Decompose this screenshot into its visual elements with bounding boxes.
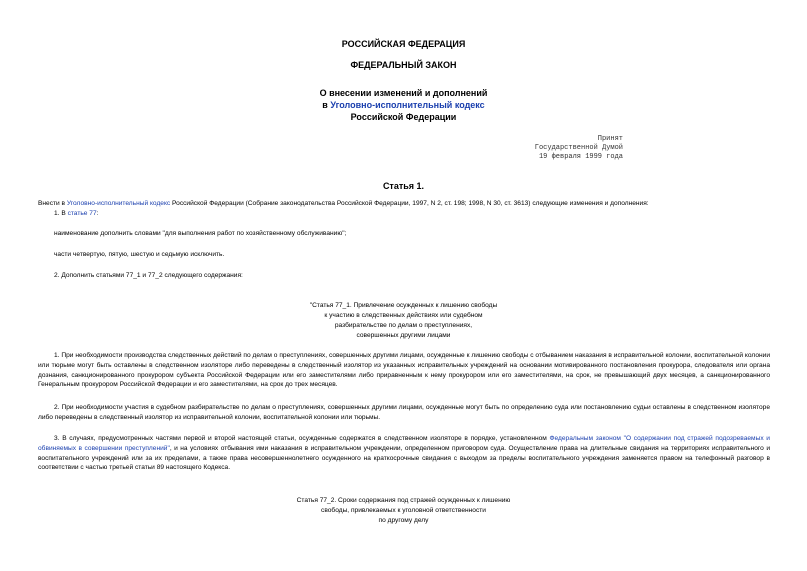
article1-item1-a: наименование дополнить словами "для выполнения работ по хозяйственному обслуживанию";: [54, 230, 347, 237]
art77-1-paragraph2: 2. При необходимости участия в судебном разбирательстве по делам о преступлениях, совершенных другими лицами, осужденные могут быть по определению суда или постановлению судьи оставлены в следственном изоляторе либо переведены в следственный изолятор из исправительной колонии, воспитательной колонии или тюрьмы.: [38, 404, 770, 421]
art77-2-title-line1: Статья 77_2. Сроки содержания под стражей осужденных к лишению: [296, 497, 511, 504]
article77-link[interactable]: статье 77: [67, 210, 97, 217]
art77-1-title-line1: "Статья 77_1. Привлечение осужденных к лишению свободы: [309, 302, 498, 309]
adoption-line3: 19 февраля 1999 года: [538, 153, 623, 161]
article1-item1: [54, 209, 98, 219]
criminal-executive-code-link[interactable]: Уголовно-исполнительный кодекс: [330, 100, 485, 110]
intro-rest: Российской Федерации (Собрание законодательства Российской Федерации, 1997, N 2, ст. 198; 1998, N 30, ст. 3613) следующие изменения и дополнения:: [170, 200, 649, 207]
art77-1-title-line3: разбирательстве по делам о преступлениях,: [334, 322, 473, 329]
law-title-line1: О внесении изменений и дополнений: [319, 88, 488, 98]
article1-item2: 2. Дополнить статьями 77_1 и 77_2 следующего содержания:: [54, 272, 243, 279]
law-title-line3: Российской Федерации: [350, 112, 457, 122]
intro-code-link[interactable]: Уголовно-исполнительный кодекс: [66, 200, 171, 207]
law-title-line2: [0, 99, 807, 111]
federation-heading: РОССИЙСКАЯ ФЕДЕРАЦИЯ: [341, 39, 466, 49]
item1-suffix: :: [96, 210, 99, 217]
article1-item1-b: части четвертую, пятую, шестую и седьмую исключить.: [54, 251, 225, 258]
art77-1-title-line4: совершенных другими лицами: [356, 332, 451, 339]
art77-1-paragraph3: [38, 434, 770, 473]
article1-heading: Статья 1.: [382, 181, 425, 191]
adoption-line1: Принят: [597, 135, 623, 143]
intro-prefix: Внести в: [38, 200, 67, 207]
adoption-line2: Государственной Думой: [534, 144, 623, 152]
art77-2-title-line3: по другому делу: [378, 517, 429, 524]
law-title-prefix: в: [322, 100, 331, 110]
art77-1-title-line2: к участию в следственных действиях или судебном: [324, 312, 483, 319]
art77-2-title-line2: свободы, привлекаемых к уголовной ответственности: [321, 507, 486, 514]
article1-intro: [38, 199, 758, 209]
law-type-heading: ФЕДЕРАЛЬНЫЙ ЗАКОН: [350, 60, 457, 70]
p3-rest: , и на условиях отбывания ими наказания в исправительном учреждении, определенном приговором суда. Осуществление права на длительные свидания на территориях исправительного и воспитательного учреждений или за их пределами, а также права несовершеннолетнего осужденного на краткосрочные свидания с выходом за пределы воспитательного учреждения заменяется правом на телефонный разговор в соответствии с частью третьей статьи 89 настоящего Кодекса.: [38, 444, 771, 472]
art77-1-paragraph1: 1. При необходимости производства следственных действий по делам о преступлениях, совершенных другими лицами, осужденные к лишению свободы с отбыванием наказания в исправительной колонии, воспитательной колонии или тюрьме могут быть оставлены в следственном изоляторе либо переведены в следственный изолятор из указанных исправительных учреждений на основании мотивированного постановления прокурора, следователя или органа дознания, санкционированного прокурором субъекта Российской Федерации или его заместителями либо приравненным к нему прокурором или его заместителями, на срок, не превышающий двух месяцев, а санкционированного Генеральным прокурором Российской Федерации и его заместителями, на срок до трех месяцев.: [38, 352, 770, 389]
item1-prefix: 1. В: [54, 210, 68, 217]
detention-law-link[interactable]: Федеральным законом "О содержании под стражей подозреваемых и обвиняемых в совершении преступлений": [38, 435, 770, 452]
p3-prefix: 3. В случаях, предусмотренных частями первой и второй настоящей статьи, осужденные содержатся в следственном изоляторе в порядке, установленном: [54, 435, 550, 442]
